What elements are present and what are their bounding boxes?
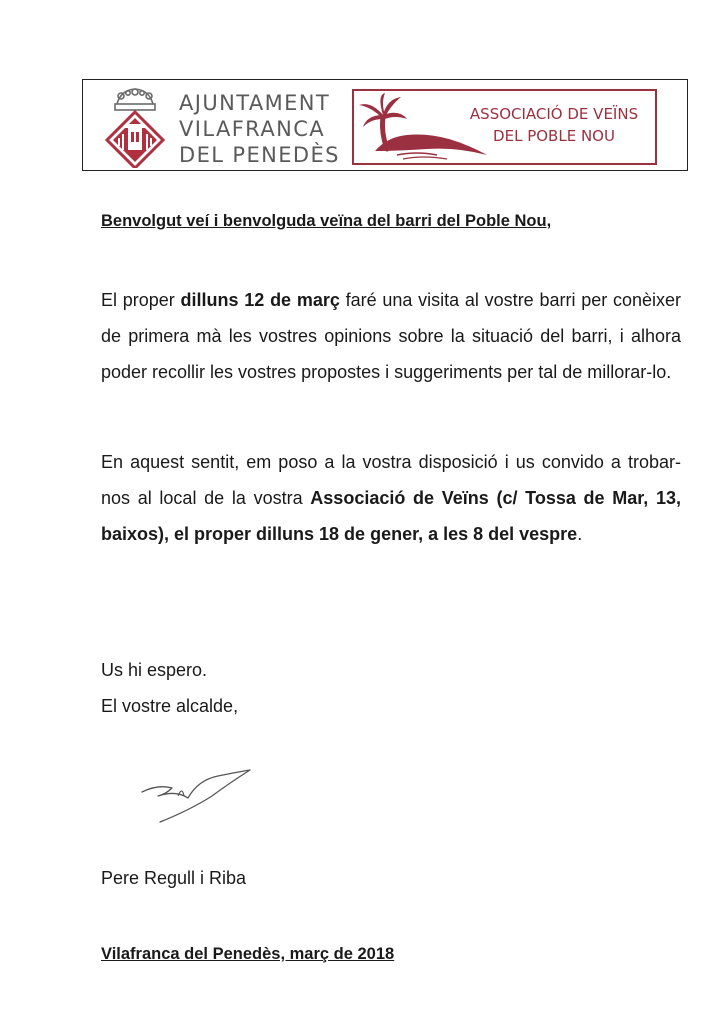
closing-line2: El vostre alcalde, [101, 696, 239, 716]
letterhead [82, 79, 688, 171]
place-and-date: Vilafranca del Penedès, març de 2018 [101, 945, 395, 963]
closing-line1: Us hi espero. [101, 660, 208, 680]
paragraph-visit-end: faré una visita al vostre barri per conèixer de primera mà les vostres opinions sobre la situació del barri, i alhora poder recollir les vostres propostes i suggeriments per tal de millorar-lo. [101, 290, 682, 382]
paragraph-invitation-start: En aquest sentit, em poso a la vostra disposició i us convido a trobar-nos al local de la vostra [101, 452, 681, 508]
association-name-line1: ASSOCIACIÓ DE VEÏNS [469, 105, 639, 123]
vilafranca-coat-of-arms-logo [101, 84, 169, 168]
visit-date-highlight: dilluns 12 de març [180, 290, 340, 310]
association-letterhead [352, 89, 657, 165]
closing-block [101, 652, 238, 724]
city-council-name [179, 90, 339, 168]
city-name-line2: VILAFRANCA [179, 117, 326, 141]
association-name [454, 103, 654, 147]
paragraph-visit-start: El proper [101, 290, 181, 310]
city-name-line3: DEL PENEDÈS [179, 143, 340, 167]
association-name-line2: DEL POBLE NOU [493, 127, 615, 145]
handwritten-signature [138, 766, 253, 826]
letter-greeting: Benvolgut veí i benvolguda veïna del barri del Poble Nou, [101, 212, 552, 230]
paragraph-visit [101, 282, 681, 390]
paragraph-invitation-end: . [577, 524, 583, 544]
meeting-details-highlight: Associació de Veïns (c/ Tossa de Mar, 13, baixos), el proper dilluns 18 de gener, a les 8 del vespre [101, 488, 682, 544]
city-name-line1: AJUNTAMENT [179, 91, 331, 115]
paragraph-invitation [101, 444, 681, 552]
signer-name: Pere Regull i Riba [101, 868, 247, 888]
